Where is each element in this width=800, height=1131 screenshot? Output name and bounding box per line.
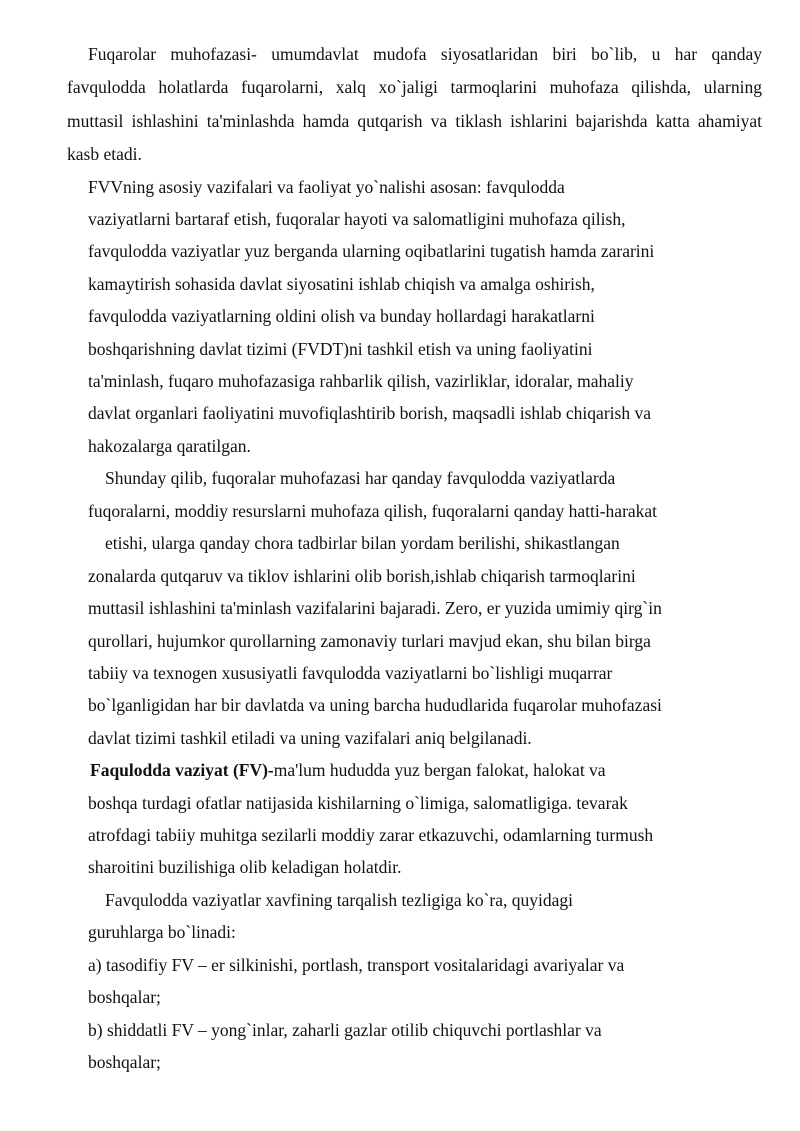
paragraph-4-line-3: atrofdagi tabiiy muhitga sezilarli moddiy zarar etkazuvchi, odamlarning turmush [88,825,654,845]
paragraph-2-line-6: boshqarishning davlat tizimi (FVDT)ni tashkil etish va uning faoliyatini [88,339,593,359]
paragraph-3-line-2: fuqoralarni, moddiy resurslarni muhofaza qilish, fuqoralarni qanday hatti-harakat [88,501,658,521]
paragraph-2-line-3: favqulodda vaziyatlar yuz berganda ularning oqibatlarini tugatish hamda zararini [88,241,655,261]
paragraph-3-line-6: qurollari, hujumkor qurollarning zamonaviy turlari mavjud ekan, shu bilan birga [88,631,651,651]
paragraph-2-line-8: davlat organlari faoliyatini muvofiqlashtirib borish, maqsadli ishlab chiqarish va [88,403,651,423]
paragraph-1-line-3: muttasil ishlashini ta'minlashda hamda qutqarish va tiklash ishlarini bajarishda katta ahamiyat [67,111,762,131]
paragraph-2-line-9: hakozalarga qaratilgan. [88,436,251,456]
paragraph-3-line-5: muttasil ishlashini ta'minlash vazifalarini bajaradi. Zero, er yuzida umimiy qirg`in [88,598,662,618]
paragraph-4-line-1 [90,759,606,781]
paragraph-2-line-4: kamaytirish sohasida davlat siyosatini ishlab chiqish va amalga oshirish, [88,274,595,294]
paragraph-2-line-1: FVVning asosiy vazifalari va faoliyat yo`nalishi asosan: favqulodda [88,177,565,197]
paragraph-3-line-8: bo`lganligidan har bir davlatda va uning barcha hududlarida fuqarolar muhofazasi [88,695,662,715]
paragraph-4-line-4: sharoitini buzilishiga olib keladigan holatdir. [88,857,402,877]
list-item-a-line-1: a) tasodifiy FV – er silkinishi, portlash, transport vositalaridagi avariyalar va [88,955,625,975]
paragraph-5-line-2: guruhlarga bo`linadi: [88,922,236,942]
definition-term: Faqulodda vaziyat (FV)- [90,760,274,780]
paragraph-4-line-2: boshqa turdagi ofatlar natijasida kishilarning o`limiga, salomatligiga. tevarak [88,793,628,813]
definition-text: ma'lum hududda yuz bergan falokat, halokat va [273,760,606,780]
paragraph-3-line-9: davlat tizimi tashkil etiladi va uning vazifalari aniq belgilanadi. [88,728,532,748]
paragraph-5-line-1: Favqulodda vaziyatlar xavfining tarqalish tezligiga ko`ra, quyidagi [105,890,573,910]
paragraph-2-line-2: vaziyatlarni bartaraf etish, fuqoralar hayoti va salomatligini muhofaza qilish, [88,209,626,229]
list-item-b-line-2: boshqalar; [88,1052,161,1072]
paragraph-3-line-3: etishi, ularga qanday chora tadbirlar bilan yordam berilishi, shikastlangan [105,533,620,553]
paragraph-3-line-7: tabiiy va texnogen xususiyatli favqulodda vaziyatlarni bo`lishligi muqarrar [88,663,613,683]
paragraph-3-line-1: Shunday qilib, fuqoralar muhofazasi har qanday favqulodda vaziyatlarda [105,468,616,488]
paragraph-1-line-2: favqulodda holatlarda fuqarolarni, xalq xo`jaligi tarmoqlarini muhofaza qilishda, ularning [67,77,762,97]
paragraph-2-line-5: favqulodda vaziyatlarning oldini olish va bunday hollardagi harakatlarni [88,306,595,326]
paragraph-2-line-7: ta'minlash, fuqaro muhofazasiga rahbarlik qilish, vazirliklar, idoralar, mahaliy [88,371,634,391]
paragraph-1-line-1: Fuqarolar muhofazasi- umumdavlat mudofa siyosatlaridan biri bo`lib, u har qanday [88,44,762,64]
paragraph-3-line-4: zonalarda qutqaruv va tiklov ishlarini olib borish,ishlab chiqarish tarmoqlarini [88,566,636,586]
paragraph-1-line-4: kasb etadi. [67,144,142,164]
list-item-a-line-2: boshqalar; [88,987,161,1007]
list-item-b-line-1: b) shiddatli FV – yong`inlar, zaharli gazlar otilib chiquvchi portlashlar va [88,1020,602,1040]
